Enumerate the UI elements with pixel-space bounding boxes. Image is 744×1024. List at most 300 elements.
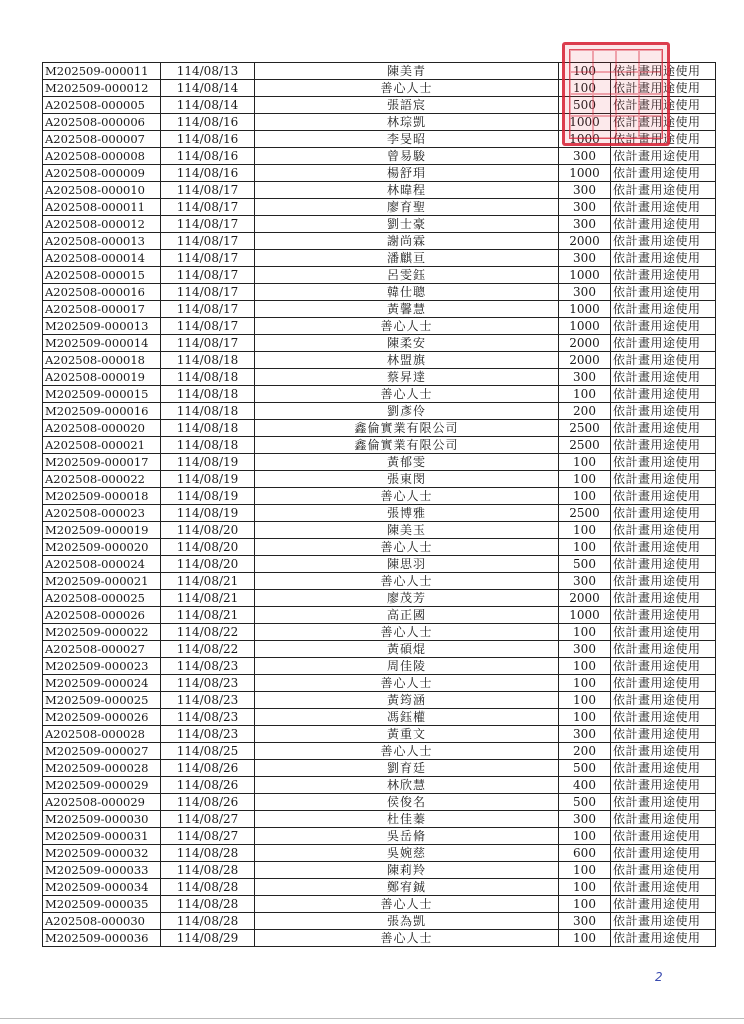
date-cell: 114/08/23 <box>161 692 255 709</box>
table-row <box>43 624 716 641</box>
date-cell: 114/08/17 <box>161 335 255 352</box>
receipt-id-cell: A202508-000014 <box>43 250 161 267</box>
receipt-id-cell: M202509-000036 <box>43 930 161 947</box>
date-cell: 114/08/17 <box>161 250 255 267</box>
amount-cell: 2500 <box>559 437 611 454</box>
official-seal-icon <box>562 42 670 146</box>
date-cell: 114/08/28 <box>161 879 255 896</box>
table-row <box>43 148 716 165</box>
date-cell: 114/08/29 <box>161 930 255 947</box>
usage-cell: 依計畫用途使用 <box>611 675 716 692</box>
date-cell: 114/08/18 <box>161 369 255 386</box>
donor-name-cell: 黃郁雯 <box>255 454 559 471</box>
donor-name-cell: 陳柔安 <box>255 335 559 352</box>
receipt-id-cell: A202508-000028 <box>43 726 161 743</box>
usage-cell: 依計畫用途使用 <box>611 879 716 896</box>
table-row <box>43 216 716 233</box>
receipt-id-cell: A202508-000015 <box>43 267 161 284</box>
usage-cell: 依計畫用途使用 <box>611 148 716 165</box>
donor-name-cell: 張博雅 <box>255 505 559 522</box>
receipt-id-cell: A202508-000029 <box>43 794 161 811</box>
donor-name-cell: 高正國 <box>255 607 559 624</box>
amount-cell: 300 <box>559 216 611 233</box>
amount-cell: 2500 <box>559 420 611 437</box>
receipt-id-cell: M202509-000033 <box>43 862 161 879</box>
date-cell: 114/08/18 <box>161 352 255 369</box>
donor-name-cell: 廖茂芳 <box>255 590 559 607</box>
usage-cell: 依計畫用途使用 <box>611 828 716 845</box>
date-cell: 114/08/17 <box>161 267 255 284</box>
date-cell: 114/08/22 <box>161 624 255 641</box>
amount-cell: 100 <box>559 709 611 726</box>
donor-name-cell: 善心人士 <box>255 573 559 590</box>
donor-name-cell: 陳美青 <box>255 63 559 80</box>
table-row <box>43 590 716 607</box>
receipt-id-cell: A202508-000019 <box>43 369 161 386</box>
receipt-id-cell: M202509-000024 <box>43 675 161 692</box>
date-cell: 114/08/17 <box>161 301 255 318</box>
usage-cell: 依計畫用途使用 <box>611 896 716 913</box>
table-row <box>43 828 716 845</box>
table-row <box>43 556 716 573</box>
usage-cell: 依計畫用途使用 <box>611 624 716 641</box>
receipt-id-cell: M202509-000018 <box>43 488 161 505</box>
date-cell: 114/08/21 <box>161 573 255 590</box>
date-cell: 114/08/27 <box>161 828 255 845</box>
table-row <box>43 573 716 590</box>
amount-cell: 300 <box>559 284 611 301</box>
usage-cell: 依計畫用途使用 <box>611 386 716 403</box>
usage-cell: 依計畫用途使用 <box>611 267 716 284</box>
date-cell: 114/08/18 <box>161 386 255 403</box>
table-row <box>43 233 716 250</box>
receipt-id-cell: A202508-000017 <box>43 301 161 318</box>
receipt-id-cell: M202509-000032 <box>43 845 161 862</box>
donor-name-cell: 劉育廷 <box>255 760 559 777</box>
amount-cell: 1000 <box>559 607 611 624</box>
donor-name-cell: 鑫倫實業有限公司 <box>255 420 559 437</box>
donor-name-cell: 楊舒琄 <box>255 165 559 182</box>
date-cell: 114/08/16 <box>161 114 255 131</box>
date-cell: 114/08/18 <box>161 420 255 437</box>
usage-cell: 依計畫用途使用 <box>611 471 716 488</box>
usage-cell: 依計畫用途使用 <box>611 301 716 318</box>
amount-cell: 600 <box>559 845 611 862</box>
donor-name-cell: 林欣慧 <box>255 777 559 794</box>
date-cell: 114/08/26 <box>161 760 255 777</box>
table-row <box>43 675 716 692</box>
receipt-id-cell: M202509-000035 <box>43 896 161 913</box>
usage-cell: 依計畫用途使用 <box>611 318 716 335</box>
table-row <box>43 386 716 403</box>
receipt-id-cell: A202508-000008 <box>43 148 161 165</box>
table-row <box>43 930 716 947</box>
date-cell: 114/08/19 <box>161 488 255 505</box>
date-cell: 114/08/21 <box>161 590 255 607</box>
date-cell: 114/08/17 <box>161 182 255 199</box>
donor-name-cell: 劉彥伶 <box>255 403 559 420</box>
amount-cell: 300 <box>559 913 611 930</box>
receipt-id-cell: M202509-000030 <box>43 811 161 828</box>
donation-ledger-table <box>42 62 716 947</box>
receipt-id-cell: M202509-000029 <box>43 777 161 794</box>
amount-cell: 300 <box>559 182 611 199</box>
receipt-id-cell: M202509-000015 <box>43 386 161 403</box>
usage-cell: 依計畫用途使用 <box>611 862 716 879</box>
donor-name-cell: 黃筠涵 <box>255 692 559 709</box>
receipt-id-cell: M202509-000011 <box>43 63 161 80</box>
amount-cell: 1000 <box>559 114 611 131</box>
receipt-id-cell: M202509-000013 <box>43 318 161 335</box>
date-cell: 114/08/20 <box>161 522 255 539</box>
receipt-id-cell: A202508-000021 <box>43 437 161 454</box>
amount-cell: 300 <box>559 369 611 386</box>
amount-cell: 400 <box>559 777 611 794</box>
usage-cell: 依計畫用途使用 <box>611 352 716 369</box>
table-row <box>43 913 716 930</box>
table-row <box>43 505 716 522</box>
table-row <box>43 658 716 675</box>
date-cell: 114/08/28 <box>161 845 255 862</box>
usage-cell: 依計畫用途使用 <box>611 131 716 148</box>
usage-cell: 依計畫用途使用 <box>611 930 716 947</box>
donor-name-cell: 曾易駿 <box>255 148 559 165</box>
donor-name-cell: 黃碩焜 <box>255 641 559 658</box>
receipt-id-cell: M202509-000019 <box>43 522 161 539</box>
amount-cell: 300 <box>559 199 611 216</box>
table-row <box>43 760 716 777</box>
donor-name-cell: 林暐程 <box>255 182 559 199</box>
amount-cell: 100 <box>559 539 611 556</box>
amount-cell: 200 <box>559 403 611 420</box>
donor-name-cell: 善心人士 <box>255 930 559 947</box>
donor-name-cell: 黃馨慧 <box>255 301 559 318</box>
donor-name-cell: 張東閔 <box>255 471 559 488</box>
date-cell: 114/08/23 <box>161 709 255 726</box>
donor-name-cell: 吳婉慈 <box>255 845 559 862</box>
usage-cell: 依計畫用途使用 <box>611 726 716 743</box>
table-row <box>43 199 716 216</box>
date-cell: 114/08/22 <box>161 641 255 658</box>
receipt-id-cell: A202508-000020 <box>43 420 161 437</box>
table-row <box>43 369 716 386</box>
donor-name-cell: 侯俊名 <box>255 794 559 811</box>
receipt-id-cell: A202508-000024 <box>43 556 161 573</box>
receipt-id-cell: M202509-000012 <box>43 80 161 97</box>
donor-name-cell: 張為凱 <box>255 913 559 930</box>
usage-cell: 依計畫用途使用 <box>611 182 716 199</box>
receipt-id-cell: M202509-000016 <box>43 403 161 420</box>
donor-name-cell: 韓仕聰 <box>255 284 559 301</box>
date-cell: 114/08/18 <box>161 437 255 454</box>
usage-cell: 依計畫用途使用 <box>611 233 716 250</box>
amount-cell: 100 <box>559 386 611 403</box>
donor-name-cell: 蔡昇達 <box>255 369 559 386</box>
table-row <box>43 879 716 896</box>
usage-cell: 依計畫用途使用 <box>611 845 716 862</box>
amount-cell: 100 <box>559 80 611 97</box>
amount-cell: 500 <box>559 794 611 811</box>
usage-cell: 依計畫用途使用 <box>611 522 716 539</box>
donor-name-cell: 陳美玉 <box>255 522 559 539</box>
receipt-id-cell: M202509-000034 <box>43 879 161 896</box>
amount-cell: 100 <box>559 63 611 80</box>
date-cell: 114/08/26 <box>161 794 255 811</box>
table-row <box>43 182 716 199</box>
receipt-id-cell: A202508-000016 <box>43 284 161 301</box>
table-row <box>43 318 716 335</box>
table-row <box>43 726 716 743</box>
amount-cell: 100 <box>559 862 611 879</box>
donor-name-cell: 杜佳蓁 <box>255 811 559 828</box>
date-cell: 114/08/28 <box>161 896 255 913</box>
amount-cell: 2000 <box>559 335 611 352</box>
date-cell: 114/08/14 <box>161 80 255 97</box>
date-cell: 114/08/28 <box>161 913 255 930</box>
amount-cell: 2000 <box>559 590 611 607</box>
ledger-body <box>43 63 716 947</box>
amount-cell: 300 <box>559 811 611 828</box>
amount-cell: 1000 <box>559 131 611 148</box>
date-cell: 114/08/16 <box>161 131 255 148</box>
receipt-id-cell: A202508-000027 <box>43 641 161 658</box>
table-row <box>43 471 716 488</box>
amount-cell: 100 <box>559 896 611 913</box>
date-cell: 114/08/20 <box>161 556 255 573</box>
receipt-id-cell: A202508-000018 <box>43 352 161 369</box>
table-row <box>43 454 716 471</box>
amount-cell: 300 <box>559 573 611 590</box>
date-cell: 114/08/25 <box>161 743 255 760</box>
usage-cell: 依計畫用途使用 <box>611 539 716 556</box>
donor-name-cell: 陳莉羚 <box>255 862 559 879</box>
amount-cell: 100 <box>559 522 611 539</box>
amount-cell: 100 <box>559 624 611 641</box>
date-cell: 114/08/23 <box>161 675 255 692</box>
date-cell: 114/08/13 <box>161 63 255 80</box>
usage-cell: 依計畫用途使用 <box>611 369 716 386</box>
table-row <box>43 743 716 760</box>
donor-name-cell: 廖育聖 <box>255 199 559 216</box>
donor-name-cell: 黃重文 <box>255 726 559 743</box>
donor-name-cell: 林琮凱 <box>255 114 559 131</box>
amount-cell: 500 <box>559 97 611 114</box>
table-row <box>43 862 716 879</box>
amount-cell: 2000 <box>559 233 611 250</box>
usage-cell: 依計畫用途使用 <box>611 335 716 352</box>
usage-cell: 依計畫用途使用 <box>611 794 716 811</box>
table-row <box>43 488 716 505</box>
amount-cell: 2500 <box>559 505 611 522</box>
date-cell: 114/08/19 <box>161 454 255 471</box>
usage-cell: 依計畫用途使用 <box>611 573 716 590</box>
table-row <box>43 165 716 182</box>
amount-cell: 100 <box>559 930 611 947</box>
table-row <box>43 692 716 709</box>
donor-name-cell: 善心人士 <box>255 896 559 913</box>
usage-cell: 依計畫用途使用 <box>611 607 716 624</box>
table-row <box>43 607 716 624</box>
donor-name-cell: 張語宸 <box>255 97 559 114</box>
donor-name-cell: 謝尚霖 <box>255 233 559 250</box>
donor-name-cell: 林盟旗 <box>255 352 559 369</box>
table-row <box>43 352 716 369</box>
table-row <box>43 284 716 301</box>
receipt-id-cell: A202508-000022 <box>43 471 161 488</box>
usage-cell: 依計畫用途使用 <box>611 63 716 80</box>
receipt-id-cell: M202509-000021 <box>43 573 161 590</box>
date-cell: 114/08/20 <box>161 539 255 556</box>
table-row <box>43 250 716 267</box>
amount-cell: 300 <box>559 641 611 658</box>
usage-cell: 依計畫用途使用 <box>611 216 716 233</box>
table-row <box>43 777 716 794</box>
usage-cell: 依計畫用途使用 <box>611 692 716 709</box>
date-cell: 114/08/16 <box>161 165 255 182</box>
table-row <box>43 794 716 811</box>
usage-cell: 依計畫用途使用 <box>611 641 716 658</box>
usage-cell: 依計畫用途使用 <box>611 709 716 726</box>
usage-cell: 依計畫用途使用 <box>611 80 716 97</box>
date-cell: 114/08/17 <box>161 199 255 216</box>
donor-name-cell: 劉士豪 <box>255 216 559 233</box>
usage-cell: 依計畫用途使用 <box>611 556 716 573</box>
amount-cell: 200 <box>559 743 611 760</box>
donor-name-cell: 善心人士 <box>255 743 559 760</box>
table-row <box>43 301 716 318</box>
receipt-id-cell: A202508-000023 <box>43 505 161 522</box>
amount-cell: 100 <box>559 692 611 709</box>
receipt-id-cell: A202508-000007 <box>43 131 161 148</box>
date-cell: 114/08/21 <box>161 607 255 624</box>
receipt-id-cell: A202508-000009 <box>43 165 161 182</box>
usage-cell: 依計畫用途使用 <box>611 743 716 760</box>
table-row <box>43 641 716 658</box>
receipt-id-cell: M202509-000022 <box>43 624 161 641</box>
amount-cell: 100 <box>559 488 611 505</box>
usage-cell: 依計畫用途使用 <box>611 199 716 216</box>
table-row <box>43 335 716 352</box>
receipt-id-cell: A202508-000012 <box>43 216 161 233</box>
amount-cell: 1000 <box>559 301 611 318</box>
amount-cell: 300 <box>559 148 611 165</box>
donor-name-cell: 鄭宥鋮 <box>255 879 559 896</box>
donor-name-cell: 李旻昭 <box>255 131 559 148</box>
usage-cell: 依計畫用途使用 <box>611 114 716 131</box>
usage-cell: 依計畫用途使用 <box>611 913 716 930</box>
donor-name-cell: 周佳陵 <box>255 658 559 675</box>
donor-name-cell: 馮鈺權 <box>255 709 559 726</box>
amount-cell: 500 <box>559 556 611 573</box>
receipt-id-cell: M202509-000026 <box>43 709 161 726</box>
usage-cell: 依計畫用途使用 <box>611 97 716 114</box>
table-row <box>43 539 716 556</box>
date-cell: 114/08/16 <box>161 148 255 165</box>
page-number: 2 <box>655 970 663 984</box>
donor-name-cell: 善心人士 <box>255 386 559 403</box>
donor-name-cell: 潘麒亘 <box>255 250 559 267</box>
table-row <box>43 437 716 454</box>
table-row <box>43 403 716 420</box>
usage-cell: 依計畫用途使用 <box>611 811 716 828</box>
amount-cell: 2000 <box>559 352 611 369</box>
date-cell: 114/08/18 <box>161 403 255 420</box>
receipt-id-cell: A202508-000011 <box>43 199 161 216</box>
date-cell: 114/08/17 <box>161 318 255 335</box>
receipt-id-cell: M202509-000014 <box>43 335 161 352</box>
usage-cell: 依計畫用途使用 <box>611 488 716 505</box>
table-row <box>43 522 716 539</box>
receipt-id-cell: M202509-000020 <box>43 539 161 556</box>
donor-name-cell: 善心人士 <box>255 675 559 692</box>
donor-name-cell: 吳岳脩 <box>255 828 559 845</box>
amount-cell: 100 <box>559 879 611 896</box>
table-row <box>43 811 716 828</box>
receipt-id-cell: M202509-000017 <box>43 454 161 471</box>
amount-cell: 100 <box>559 471 611 488</box>
table-row <box>43 709 716 726</box>
donor-name-cell: 善心人士 <box>255 624 559 641</box>
date-cell: 114/08/14 <box>161 97 255 114</box>
receipt-id-cell: M202509-000028 <box>43 760 161 777</box>
receipt-id-cell: A202508-000025 <box>43 590 161 607</box>
date-cell: 114/08/17 <box>161 233 255 250</box>
donor-name-cell: 陳思羽 <box>255 556 559 573</box>
receipt-id-cell: A202508-000010 <box>43 182 161 199</box>
receipt-id-cell: A202508-000030 <box>43 913 161 930</box>
date-cell: 114/08/23 <box>161 658 255 675</box>
donor-name-cell: 善心人士 <box>255 488 559 505</box>
usage-cell: 依計畫用途使用 <box>611 250 716 267</box>
usage-cell: 依計畫用途使用 <box>611 658 716 675</box>
amount-cell: 500 <box>559 760 611 777</box>
donor-name-cell: 鑫倫實業有限公司 <box>255 437 559 454</box>
usage-cell: 依計畫用途使用 <box>611 454 716 471</box>
amount-cell: 1000 <box>559 267 611 284</box>
amount-cell: 300 <box>559 250 611 267</box>
donor-name-cell: 善心人士 <box>255 539 559 556</box>
receipt-id-cell: A202508-000006 <box>43 114 161 131</box>
table-row <box>43 845 716 862</box>
receipt-id-cell: M202509-000027 <box>43 743 161 760</box>
table-row <box>43 420 716 437</box>
date-cell: 114/08/19 <box>161 505 255 522</box>
receipt-id-cell: M202509-000031 <box>43 828 161 845</box>
date-cell: 114/08/26 <box>161 777 255 794</box>
usage-cell: 依計畫用途使用 <box>611 420 716 437</box>
amount-cell: 100 <box>559 658 611 675</box>
amount-cell: 100 <box>559 454 611 471</box>
amount-cell: 100 <box>559 675 611 692</box>
receipt-id-cell: A202508-000013 <box>43 233 161 250</box>
usage-cell: 依計畫用途使用 <box>611 403 716 420</box>
amount-cell: 1000 <box>559 165 611 182</box>
date-cell: 114/08/23 <box>161 726 255 743</box>
usage-cell: 依計畫用途使用 <box>611 284 716 301</box>
donor-name-cell: 呂雯鈺 <box>255 267 559 284</box>
usage-cell: 依計畫用途使用 <box>611 777 716 794</box>
usage-cell: 依計畫用途使用 <box>611 760 716 777</box>
date-cell: 114/08/27 <box>161 811 255 828</box>
table-row <box>43 896 716 913</box>
usage-cell: 依計畫用途使用 <box>611 590 716 607</box>
receipt-id-cell: M202509-000023 <box>43 658 161 675</box>
receipt-id-cell: M202509-000025 <box>43 692 161 709</box>
date-cell: 114/08/28 <box>161 862 255 879</box>
date-cell: 114/08/17 <box>161 216 255 233</box>
receipt-id-cell: A202508-000026 <box>43 607 161 624</box>
usage-cell: 依計畫用途使用 <box>611 437 716 454</box>
